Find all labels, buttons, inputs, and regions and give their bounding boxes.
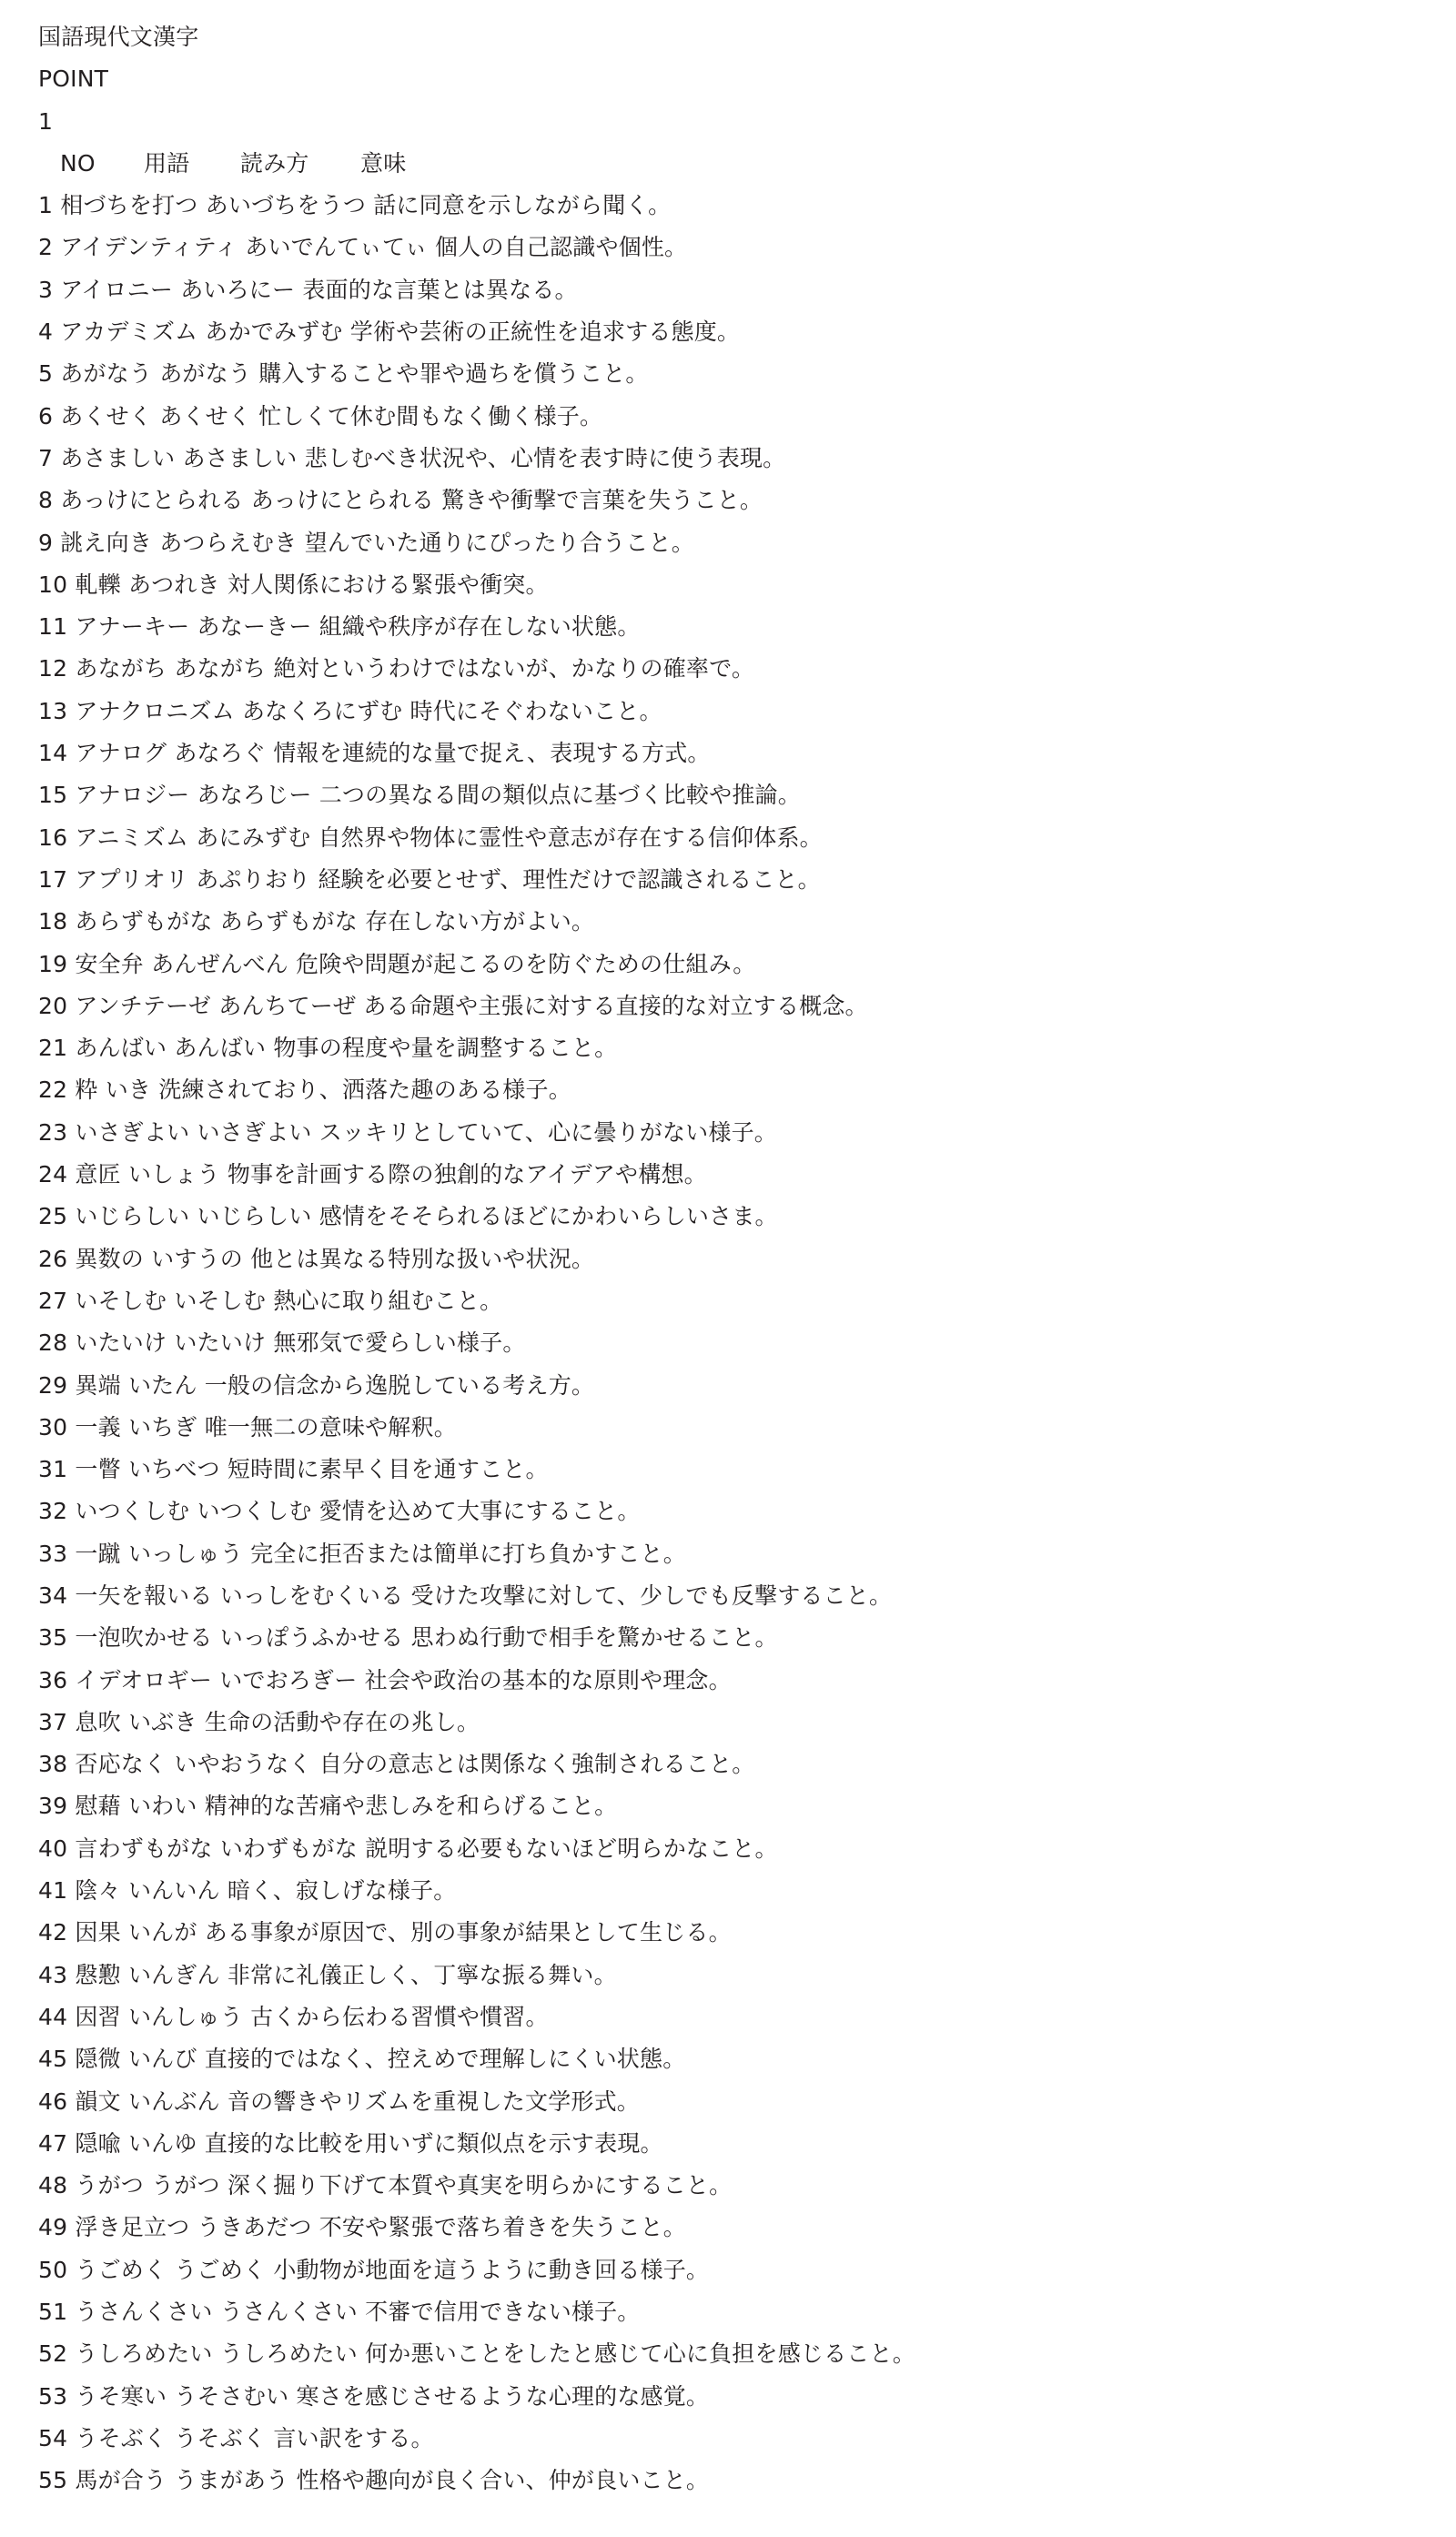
list-item <box>38 1702 1421 1744</box>
entry-meaning: 直接的な比較を用いずに類似点を示す表現。 <box>204 2129 663 2157</box>
list-item <box>38 1996 1421 2038</box>
entry-term: うそ寒い <box>75 2382 167 2410</box>
entry-meaning: 経験を必要とせず、理性だけで認識されること。 <box>318 865 821 893</box>
entry-term: アイロニー <box>60 276 174 303</box>
entry-term: 慇懃 <box>75 1961 121 1988</box>
column-header-meaning: 意味 <box>360 149 407 177</box>
list-item <box>38 1238 1421 1280</box>
entry-reading: いんいん <box>127 1877 220 1905</box>
entry-reading: いっぽうふかせる <box>219 1624 404 1652</box>
document-title: 国語現代文漢字 <box>38 24 199 50</box>
entry-meaning: 直接的ではなく、控えめで理解しにくい状態。 <box>204 2046 686 2073</box>
entry-meaning: 小動物が地面を這うように動き回る様子。 <box>273 2256 710 2283</box>
entry-number: 20 <box>38 992 68 1019</box>
entry-term: あさましい <box>60 444 176 471</box>
entry-number: 3 <box>38 276 54 303</box>
entry-meaning: ある事象が原因で、別の事象が結果として生じる。 <box>204 1919 732 1946</box>
entry-reading: うまがあう <box>174 2467 289 2494</box>
entry-number: 4 <box>38 318 54 346</box>
entry-term: 隠喩 <box>75 2129 121 2157</box>
entry-meaning: 話に同意を示しながら聞く。 <box>373 192 672 219</box>
column-header-term: 用語 <box>144 149 190 177</box>
entry-reading: あにみずむ <box>196 824 311 851</box>
list-item <box>38 1870 1421 1912</box>
entry-number: 27 <box>38 1287 68 1314</box>
entry-reading: いんが <box>127 1919 197 1946</box>
entry-number: 50 <box>38 2256 68 2283</box>
entry-number: 28 <box>38 1329 68 1357</box>
column-header-reading: 読み方 <box>240 149 309 177</box>
entry-reading: いんぶん <box>127 2087 220 2115</box>
list-item <box>38 2038 1421 2080</box>
entry-reading: あらずもがな <box>219 908 358 935</box>
entry-number: 24 <box>38 1161 68 1188</box>
entry-reading: いじらしい <box>197 1203 312 1230</box>
document <box>38 16 1421 2502</box>
entry-number: 38 <box>38 1751 68 1778</box>
entry-reading: いつくしむ <box>197 1498 312 1525</box>
entry-term: 粋 <box>75 1076 98 1104</box>
entry-number: 55 <box>38 2467 68 2494</box>
entry-meaning: 物事を計画する際の独創的なアイデアや構想。 <box>227 1161 707 1188</box>
entry-reading: いぶき <box>127 1708 197 1735</box>
entry-reading: あつらえむき <box>159 529 298 556</box>
list-item <box>38 2418 1421 2460</box>
entry-number: 1 <box>38 192 54 219</box>
entry-meaning: 熱心に取り組むこと。 <box>273 1287 503 1314</box>
list-item <box>38 1365 1421 1407</box>
entry-number: 10 <box>38 571 68 598</box>
entry-meaning: 思わぬ行動で相手を驚かせること。 <box>410 1624 778 1652</box>
entry-term: うごめく <box>75 2256 167 2283</box>
entry-reading: いわずもがな <box>219 1835 358 1862</box>
entry-meaning: 不安や緊張で落ち着きを失うこと。 <box>318 2214 686 2241</box>
entry-number: 26 <box>38 1245 68 1272</box>
entry-reading: あいでんてぃてぃ <box>245 234 428 261</box>
list-item <box>38 1280 1421 1322</box>
entry-reading: あなろじー <box>197 782 312 809</box>
entry-reading: いんぎん <box>127 1961 220 1988</box>
entry-term: いたいけ <box>75 1329 167 1357</box>
entry-reading: あなーきー <box>197 613 312 641</box>
entry-meaning: 短時間に素早く目を通すこと。 <box>227 1456 549 1483</box>
entry-number: 6 <box>38 402 54 430</box>
entry-number: 8 <box>38 487 54 514</box>
entry-term: 一義 <box>75 1413 121 1440</box>
list-item <box>38 1154 1421 1196</box>
entry-term: 浮き足立つ <box>75 2214 190 2241</box>
list-item <box>38 1196 1421 1238</box>
list-item <box>38 227 1421 268</box>
entry-meaning: 忙しくて休む間もなく働く様子。 <box>258 402 603 430</box>
entry-meaning: 何か悪いことをしたと感じて心に負担を感じること。 <box>365 2340 915 2368</box>
entry-term: 言わずもがな <box>75 1835 213 1862</box>
entry-number: 47 <box>38 2129 68 2157</box>
entry-reading: あなくろにずむ <box>241 697 403 724</box>
entry-reading: あなろぐ <box>174 740 267 767</box>
entry-term: 異数の <box>75 1245 144 1272</box>
entry-number: 51 <box>38 2299 68 2326</box>
entry-term: 一瞥 <box>75 1456 121 1483</box>
entry-meaning: 表面的な言葉とは異なる。 <box>302 276 578 303</box>
list-item <box>38 817 1421 859</box>
entry-meaning: 社会や政治の基本的な原則や理念。 <box>364 1666 732 1693</box>
list-item <box>38 1744 1421 1785</box>
entry-number: 53 <box>38 2382 68 2410</box>
entry-term: うがつ <box>75 2172 144 2199</box>
entry-number: 32 <box>38 1498 68 1525</box>
entry-number: 31 <box>38 1456 68 1483</box>
entry-number: 29 <box>38 1371 68 1399</box>
entry-reading: いき <box>105 1076 152 1104</box>
entry-reading: あんちてーぜ <box>218 992 357 1019</box>
entry-meaning: 二つの異なる間の類似点に基づく比較や推論。 <box>318 782 801 809</box>
entry-meaning: 音の響きやリズムを重視した文学形式。 <box>227 2087 641 2115</box>
entry-number: 12 <box>38 655 68 682</box>
entry-reading: いわい <box>127 1793 197 1820</box>
column-header-no: NO <box>60 149 96 177</box>
entry-list <box>38 185 1421 2502</box>
entry-number: 35 <box>38 1624 68 1652</box>
list-item <box>38 1112 1421 1154</box>
entry-number: 52 <box>38 2340 68 2368</box>
entry-number: 54 <box>38 2424 68 2451</box>
list-item <box>38 2291 1421 2333</box>
entry-term: あがなう <box>60 360 153 388</box>
list-item <box>38 1407 1421 1449</box>
entry-meaning: 感情をそそられるほどにかわいらしいさま。 <box>318 1203 778 1230</box>
list-item <box>38 1491 1421 1532</box>
list-item <box>38 606 1421 648</box>
entry-meaning: 時代にそぐわないこと。 <box>410 697 662 724</box>
entry-term: アナロジー <box>75 782 190 809</box>
entry-term: いつくしむ <box>75 1498 190 1525</box>
entry-number: 5 <box>38 360 54 388</box>
entry-term: アナーキー <box>75 613 190 641</box>
entry-reading: いっしゅう <box>127 1540 243 1567</box>
entry-reading: あぷりおり <box>196 865 311 893</box>
entry-reading: いしょう <box>127 1161 220 1188</box>
entry-number: 30 <box>38 1413 68 1440</box>
entry-number: 33 <box>38 1540 68 1567</box>
entry-term: 軋轢 <box>75 571 121 598</box>
entry-term: 意匠 <box>75 1161 121 1188</box>
entry-reading: いちべつ <box>127 1456 220 1483</box>
entry-meaning: 学術や芸術の正統性を追求する態度。 <box>349 318 741 346</box>
list-item <box>38 648 1421 690</box>
entry-meaning: 言い訳をする。 <box>273 2424 434 2451</box>
list-item <box>38 1912 1421 1954</box>
entry-term: 誂え向き <box>60 529 153 556</box>
entry-number: 21 <box>38 1035 68 1062</box>
entry-term: アナクロニズム <box>75 697 235 724</box>
list-item <box>38 185 1421 227</box>
entry-meaning: スッキリとしていて、心に曇りがない様子。 <box>318 1118 777 1146</box>
entry-term: 一蹴 <box>75 1540 121 1567</box>
entry-number: 25 <box>38 1203 68 1230</box>
entry-term: 因習 <box>75 2003 121 2030</box>
entry-meaning: 危険や問題が起こるのを防ぐための仕組み。 <box>296 950 756 977</box>
entry-reading: いすうの <box>151 1245 243 1272</box>
entry-meaning: 古くから伝わる習慣や慣習。 <box>250 2003 549 2030</box>
list-item <box>38 901 1421 943</box>
entry-reading: あがなう <box>159 360 252 388</box>
entry-meaning: ある命題や主張に対する直接的な対立する概念。 <box>363 992 868 1019</box>
entry-number: 45 <box>38 2046 68 2073</box>
list-item <box>38 985 1421 1027</box>
entry-meaning: 個人の自己認識や個性。 <box>435 234 688 261</box>
entry-reading: うそさむい <box>174 2382 289 2410</box>
entry-number: 17 <box>38 865 68 893</box>
entry-term: 陰々 <box>75 1877 121 1905</box>
entry-reading: あつれき <box>127 571 220 598</box>
entry-meaning: 悲しむべき状況や、心情を表す時に使う表現。 <box>304 444 786 471</box>
list-item <box>38 564 1421 606</box>
entry-reading: あんばい <box>174 1035 267 1062</box>
section-number: 1 <box>38 107 54 135</box>
entry-reading: いたいけ <box>174 1329 267 1357</box>
list-item <box>38 1575 1421 1617</box>
list-item <box>38 438 1421 480</box>
entry-term: アカデミズム <box>60 318 198 346</box>
entry-reading: いでおろぎー <box>219 1666 358 1693</box>
entry-reading: うがつ <box>151 2172 220 2199</box>
entry-meaning: 驚きや衝撃で言葉を失うこと。 <box>441 487 763 514</box>
entry-reading: うさんくさい <box>219 2299 358 2326</box>
entry-reading: いそしむ <box>174 1287 267 1314</box>
entry-term: 韻文 <box>75 2087 121 2115</box>
list-item <box>38 733 1421 774</box>
entry-number: 36 <box>38 1666 68 1693</box>
entry-reading: あっけにとられる <box>250 487 435 514</box>
list-item <box>38 1322 1421 1364</box>
entry-number: 9 <box>38 529 54 556</box>
entry-reading: あながち <box>174 655 267 682</box>
entry-number: 42 <box>38 1919 68 1946</box>
entry-meaning: 不審で信用できない様子。 <box>365 2299 641 2326</box>
entry-term: アニミズム <box>75 824 189 851</box>
list-item <box>38 774 1421 816</box>
entry-meaning: 精神的な苦痛や悲しみを和らげること。 <box>204 1793 618 1820</box>
entry-meaning: 購入することや罪や過ちを償うこと。 <box>258 360 649 388</box>
entry-meaning: 深く掘り下げて本質や真実を明らかにすること。 <box>227 2172 733 2199</box>
entry-reading: いちぎ <box>127 1413 197 1440</box>
entry-term: 一矢を報いる <box>75 1582 213 1609</box>
entry-term: 隠微 <box>75 2046 121 2073</box>
entry-reading: あさましい <box>182 444 298 471</box>
entry-number: 22 <box>38 1076 68 1104</box>
list-item <box>38 396 1421 438</box>
entry-number: 37 <box>38 1708 68 1735</box>
entry-meaning: 情報を連続的な量で捉え、表現する方式。 <box>273 740 711 767</box>
entry-number: 23 <box>38 1118 68 1146</box>
entry-number: 13 <box>38 697 68 724</box>
entry-meaning: 受けた攻撃に対して、少しでも反撃すること。 <box>410 1582 893 1609</box>
entry-term: あくせく <box>60 402 153 430</box>
entry-term: あらずもがな <box>75 908 213 935</box>
entry-reading: うごめく <box>174 2256 267 2283</box>
entry-number: 14 <box>38 740 68 767</box>
list-item <box>38 1955 1421 1996</box>
entry-term: 異端 <box>75 1371 121 1399</box>
entry-number: 11 <box>38 613 68 641</box>
entry-meaning: 寒さを感じさせるような心理的な感覚。 <box>296 2382 710 2410</box>
entry-meaning: 生命の活動や存在の兆し。 <box>204 1708 480 1735</box>
entry-reading: うそぶく <box>174 2424 267 2451</box>
entry-meaning: 対人関係における緊張や衝突。 <box>227 571 549 598</box>
entry-meaning: 非常に礼儀正しく、丁寧な振る舞い。 <box>227 1961 617 1988</box>
entry-number: 44 <box>38 2003 68 2030</box>
entry-reading: あくせく <box>159 402 252 430</box>
entry-term: アナログ <box>75 740 167 767</box>
list-item <box>38 1617 1421 1659</box>
entry-term: 安全弁 <box>75 950 144 977</box>
entry-reading: いっしをむくいる <box>219 1582 404 1609</box>
entry-meaning: 自分の意志とは関係なく強制されること。 <box>318 1751 755 1778</box>
entry-term: アイデンティティ <box>60 234 238 261</box>
entry-term: いそしむ <box>75 1287 167 1314</box>
list-item <box>38 2460 1421 2502</box>
list-item <box>38 2123 1421 2165</box>
list-item <box>38 1660 1421 1702</box>
entry-reading: あんぜんべん <box>151 950 288 977</box>
entry-term: うしろめたい <box>75 2340 213 2368</box>
entry-reading: いんび <box>127 2046 197 2073</box>
list-item <box>38 859 1421 901</box>
list-item <box>38 691 1421 733</box>
entry-term: 息吹 <box>75 1708 121 1735</box>
list-item <box>38 2376 1421 2418</box>
entry-reading: いたん <box>127 1371 197 1399</box>
list-item <box>38 2165 1421 2207</box>
entry-term: 慰藉 <box>75 1793 121 1820</box>
entry-meaning: 組織や秩序が存在しない状態。 <box>318 613 641 641</box>
entry-term: 否応なく <box>75 1751 167 1778</box>
entry-meaning: 自然界や物体に霊性や意志が存在する信仰体系。 <box>318 824 823 851</box>
entry-term: うさんくさい <box>75 2299 213 2326</box>
list-item <box>38 1449 1421 1491</box>
entry-number: 49 <box>38 2214 68 2241</box>
entry-reading: うきあだつ <box>197 2214 312 2241</box>
entry-term: うそぶく <box>75 2424 167 2451</box>
entry-number: 15 <box>38 782 68 809</box>
entry-number: 46 <box>38 2087 68 2115</box>
list-item <box>38 269 1421 311</box>
entry-reading: いやおうなく <box>174 1751 312 1778</box>
entry-term: あっけにとられる <box>60 487 244 514</box>
entry-number: 34 <box>38 1582 68 1609</box>
entry-term: いじらしい <box>75 1203 190 1230</box>
entry-reading: あかでみずむ <box>205 318 343 346</box>
entry-number: 19 <box>38 950 68 977</box>
list-item <box>38 1828 1421 1870</box>
list-item <box>38 522 1421 564</box>
entry-term: 相づちを打つ <box>60 192 198 219</box>
entry-number: 43 <box>38 1961 68 1988</box>
list-item <box>38 1533 1421 1575</box>
entry-number: 40 <box>38 1835 68 1862</box>
entry-meaning: 望んでいた通りにぴったり合うこと。 <box>304 529 694 556</box>
entry-term: 一泡吹かせる <box>75 1624 213 1652</box>
list-item <box>38 353 1421 395</box>
list-item <box>38 480 1421 521</box>
entry-meaning: 他とは異なる特別な扱いや状況。 <box>250 1245 595 1272</box>
entry-term: イデオロギー <box>75 1666 213 1693</box>
entry-meaning: 洗練されており、洒落た趣のある様子。 <box>158 1076 571 1104</box>
entry-meaning: 絶対というわけではないが、かなりの確率で。 <box>273 655 755 682</box>
entry-reading: うしろめたい <box>219 2340 358 2368</box>
point-label: POINT <box>38 66 109 93</box>
entry-number: 48 <box>38 2172 68 2199</box>
list-item <box>38 944 1421 985</box>
entry-number: 41 <box>38 1877 68 1905</box>
list-item <box>38 311 1421 353</box>
list-item <box>38 2249 1421 2291</box>
entry-meaning: 完全に拒否または簡単に打ち負かすこと。 <box>250 1540 686 1567</box>
column-header-row <box>38 143 1421 185</box>
entry-number: 2 <box>38 234 54 261</box>
entry-number: 16 <box>38 824 68 851</box>
list-item <box>38 1785 1421 1827</box>
entry-number: 39 <box>38 1793 68 1820</box>
entry-meaning: 物事の程度や量を調整すること。 <box>273 1035 618 1062</box>
entry-term: あながち <box>75 655 167 682</box>
entry-term: アプリオリ <box>75 865 189 893</box>
list-item <box>38 2333 1421 2375</box>
entry-term: あんばい <box>75 1035 167 1062</box>
entry-number: 18 <box>38 908 68 935</box>
list-item <box>38 2207 1421 2249</box>
entry-meaning: 無邪気で愛らしい様子。 <box>273 1329 526 1357</box>
list-item <box>38 2081 1421 2123</box>
entry-meaning: 一般の信念から逸脱している考え方。 <box>204 1371 595 1399</box>
list-item <box>38 1027 1421 1069</box>
entry-term: 因果 <box>75 1919 121 1946</box>
entry-term: 馬が合う <box>75 2467 167 2494</box>
entry-reading: いんしゅう <box>127 2003 243 2030</box>
entry-reading: あいづちをうつ <box>205 192 367 219</box>
entry-meaning: 存在しない方がよい。 <box>365 908 595 935</box>
entry-reading: あいろにー <box>180 276 296 303</box>
entry-meaning: 暗く、寂しげな様子。 <box>227 1877 457 1905</box>
entry-meaning: 説明する必要もないほど明らかなこと。 <box>365 1835 778 1862</box>
entry-reading: いんゆ <box>127 2129 197 2157</box>
entry-meaning: 愛情を込めて大事にすること。 <box>318 1498 641 1525</box>
list-item <box>38 1069 1421 1111</box>
entry-term: アンチテーゼ <box>75 992 212 1019</box>
entry-number: 7 <box>38 444 54 471</box>
entry-meaning: 唯一無二の意味や解釈。 <box>204 1413 457 1440</box>
entry-reading: いさぎよい <box>197 1118 312 1146</box>
entry-term: いさぎよい <box>75 1118 190 1146</box>
entry-meaning: 性格や趣向が良く合い、仲が良いこと。 <box>296 2467 710 2494</box>
